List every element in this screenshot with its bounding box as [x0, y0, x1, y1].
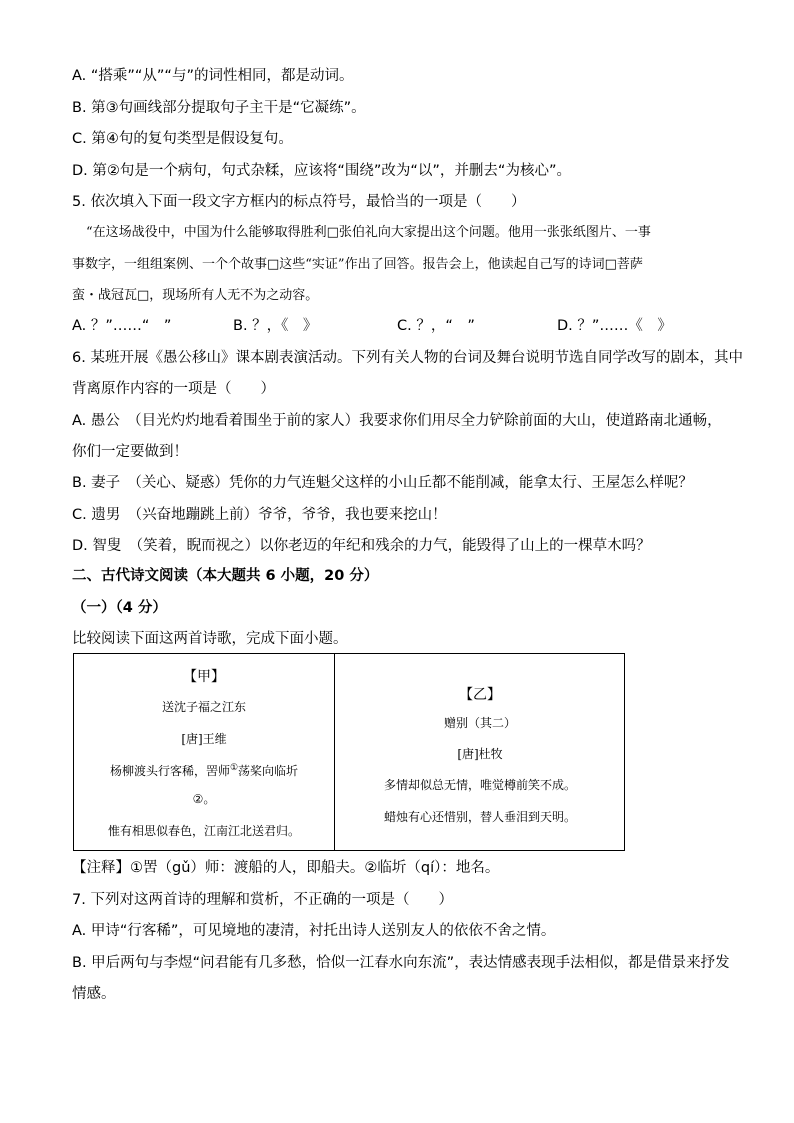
poem-a-title: 送沈子福之江东 [161, 700, 246, 714]
q6-option-c: C. 遗男 （兴奋地蹦跳上前）爷爷，爷爷，我也要来挖山！ [72, 507, 447, 523]
poem-a-cell [74, 654, 334, 850]
q5-option-d: D. ？”……《 》 [557, 318, 672, 334]
q6-stem-line2: 背离原作内容的一项是（ ） [72, 381, 275, 397]
q5-option-c: C. ？，“ ” [397, 318, 475, 334]
q6-stem-line1: 6. 某班开展《愚公移山》课本剧表演活动。下列有关人物的台词及舞台说明节选自同学改写的剧本，其中 [72, 350, 743, 366]
poem-a-line1-pre: 杨柳渡头行客稀，罟师 [109, 764, 230, 778]
note-marker-1: ① [229, 763, 239, 773]
poem-a-label: 【甲】 [183, 669, 225, 685]
poem-b-line1: 多情却似总无情，唯觉樽前笑不成。 [383, 778, 576, 792]
q6-option-b: B. 妻子 （关心、疑惑）凭你的力气连魁父这样的小山丘都不能削减，能拿太行、王屋怎么样呢？ [72, 475, 693, 491]
q4-option-a: A. “搭乘”“从”“与”的词性相同，都是动词。 [72, 68, 354, 84]
q6-option-a-line1: A. 愚公 （目光灼灼地看着围坐于前的家人）我要求你们用尽全力铲除前面的大山，使道路南北通畅， [72, 413, 722, 429]
q7-stem: 7. 下列对这两首诗的理解和赏析，不正确的一项是（ ） [72, 892, 453, 908]
q5-option-a: A. ？”……“ ” [72, 318, 172, 334]
poem-b-line2: 蜡烛有心还惜别，替人垂泪到天明。 [383, 810, 576, 824]
section-title: 二、古代诗文阅读（本大题共 6 小题，20 分） [72, 568, 379, 584]
q4-option-c: C. 第④句的复句类型是假设复句。 [72, 131, 293, 147]
poem-b-cell [335, 654, 625, 850]
poem-b-author: [唐]杜牧 [457, 747, 503, 761]
annotation-notes: 【注释】①罟（gǔ）师：渡船的人，即船夫。②临圻（qí）：地名。 [72, 860, 500, 876]
q4-option-d: D. 第②句是一个病句，句式杂糅，应该将“围绕”改为“以”，并删去“为核心”。 [72, 163, 571, 179]
q7-option-a: A. 甲诗“行客稀”，可见境地的凄清，衬托出诗人送别友人的依依不舍之情。 [72, 923, 556, 939]
poem-a-line1 [74, 762, 334, 779]
q5-passage-line1: “在这场战役中，中国为什么能够取得胜利□张伯礼向大家提出这个问题。他用一张张纸图片、一事 [86, 225, 651, 240]
subsection-title: （一）（4 分） [72, 600, 167, 616]
poem-b-label: 【乙】 [459, 687, 501, 703]
poem-table [73, 653, 625, 851]
q6-option-a-line2: 你们一定要做到！ [72, 444, 188, 460]
q5-option-b: B. ？，《 》 [233, 318, 318, 334]
poem-a-line1-cont: ②。 [192, 792, 216, 806]
q5-passage-line3: 蛮・战冠瓦□，现场所有人无不为之动容。 [72, 288, 319, 303]
q7-option-b-line1: B. 甲后两句与李煜“问君能有几多愁，恰似一江春水向东流”，表达情感表现手法相似，都是借景来抒发 [72, 955, 730, 971]
poem-b-title: 赠别（其二） [443, 716, 516, 730]
q5-passage-line2: 事数字，一组组案例、一个个故事□这些“实证”作出了回答。报告会上，他读起自己写的诗词□菩萨 [72, 257, 643, 272]
instruction-text: 比较阅读下面这两首诗歌，完成下面小题。 [72, 631, 348, 647]
q6-option-d: D. 智叟 （笑着，睨而视之）以你老迈的年纪和残余的力气，能毁得了山上的一棵草木吗？ [72, 538, 651, 554]
q5-stem: 5. 依次填入下面一段文字方框内的标点符号，最恰当的一项是（ ） [72, 194, 526, 210]
q4-option-b: B. 第③句画线部分提取句子主干是“它凝练”。 [72, 100, 366, 116]
poem-a-line1-post: 荡桨向临圻 [238, 764, 299, 778]
q7-option-b-line2: 情感。 [72, 986, 116, 1002]
poem-a-line2: 惟有相思似春色，江南江北送君归。 [107, 824, 300, 838]
poem-a-author: [唐]王维 [181, 732, 227, 746]
